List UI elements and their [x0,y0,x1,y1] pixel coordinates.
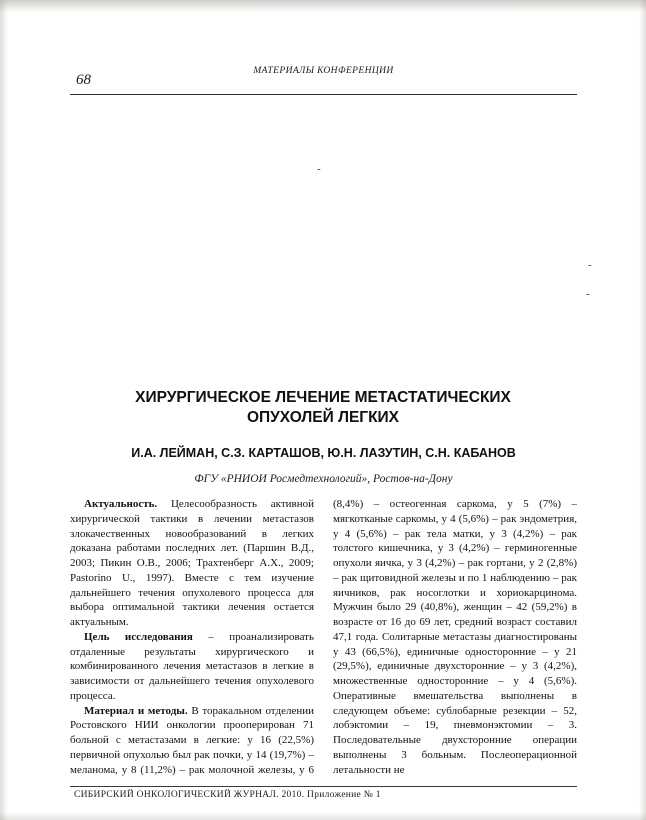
article-title: ХИРУРГИЧЕСКОЕ ЛЕЧЕНИЕ МЕТАСТАТИЧЕСКИХ ОПУХОЛЕЙ ЛЕГКИХ [135,389,511,426]
scan-artifact: - [588,259,592,271]
paragraph-lead: Материал и методы. [84,704,188,717]
scan-edge-right [639,0,646,820]
scan-edge-bottom [0,812,646,820]
paragraph-text: Целесообразность активной хирургической тактики в лечении метастазов злокачественных новообразований в легких доказана работами последних лет. (Паршин В.Д., 2003; Пикин О.В., 2006; Трахтенберг А.Х., 2009; Pastorino U., 1997). Вместе с тем изучение дальнейшего течения опухолевого процесса для выбора оптимальной тактики лечения остается актуальным. [70,498,314,628]
scan-artifact: - [317,163,321,175]
page-number: 68 [76,72,91,88]
scan-edge-top [0,0,646,12]
paragraph [70,497,314,630]
journal-footer: СИБИРСКИЙ ОНКОЛОГИЧЕСКИЙ ЖУРНАЛ. 2010. Приложение № 1 [74,790,381,800]
authors-line: И.А. ЛЕЙМАН, С.З. КАРТАШОВ, Ю.Н. ЛАЗУТИН, С.Н. КАБАНОВ [131,446,516,460]
article-body [70,497,577,782]
running-header: МАТЕРИАЛЫ КОНФЕРЕНЦИИ [253,66,394,76]
scan-artifact: - [586,288,590,300]
header-rule [70,94,577,95]
scan-edge-left [0,0,8,820]
footer-rule [70,786,577,787]
paragraph [70,630,314,704]
paragraph-text: В торакальном отделении Ростовского НИИ онкологии прооперирован 71 больной с метастазами в легкие: у 16 (22,5%) первичной опухолью был рак почки, у 14 (19,7%) – меланома, у 8 (11,2%) – рак молочной железы, у 6 (8,4%) – остеогенная саркома, у 5 (7%) – мягкотканые саркомы, у 4 (5,6%) – рак эндометрия, у 4 (5,6%) – рак тела матки, у 3 (4,2%) – рак толстого кишечника, у 3 (4,2%) – герминогенные опухоли яичка, у 3 (4,2%) – рак гортани, у 2 (2,8%) – рак щитовидной железы и по 1 наблюдению – рак яичников, рак носоглотки и хориокарцинома. Мужчин было 29 (40,8%), женщин – 42 (59,2%) в возрасте от 16 до 69 лет, средний возраст составил 47,1 года. Солитарные метастазы диагностированы у 43 (66,5%), единичные односторонние – у 21 (29,5%), единичные двухсторонние – у 3 (4,2%), множественные односторонние – у 4 (5,6%). Оперативные вмешательства выполнены в следующем объеме: сублобарные резекции – 52, лобэктомии – 19, пневмонэктомии – 3. Последовательные двухсторонние операции выполнены 3 больным. Послеоперационной летальности не [70,498,577,776]
paragraph-lead: Цель исследования [84,630,193,643]
paragraph-lead: Актуальность. [84,498,158,510]
paragraph-text: – проанализировать отдаленные результаты хирургического и комбинированного лечения метастазов в легкие в зависимости от дальнейшего течения опухолевого процесса. [70,630,314,702]
affiliation-line: ФГУ «РНИОИ Росмедтехнологий», Ростов-на-Дону [194,473,453,485]
